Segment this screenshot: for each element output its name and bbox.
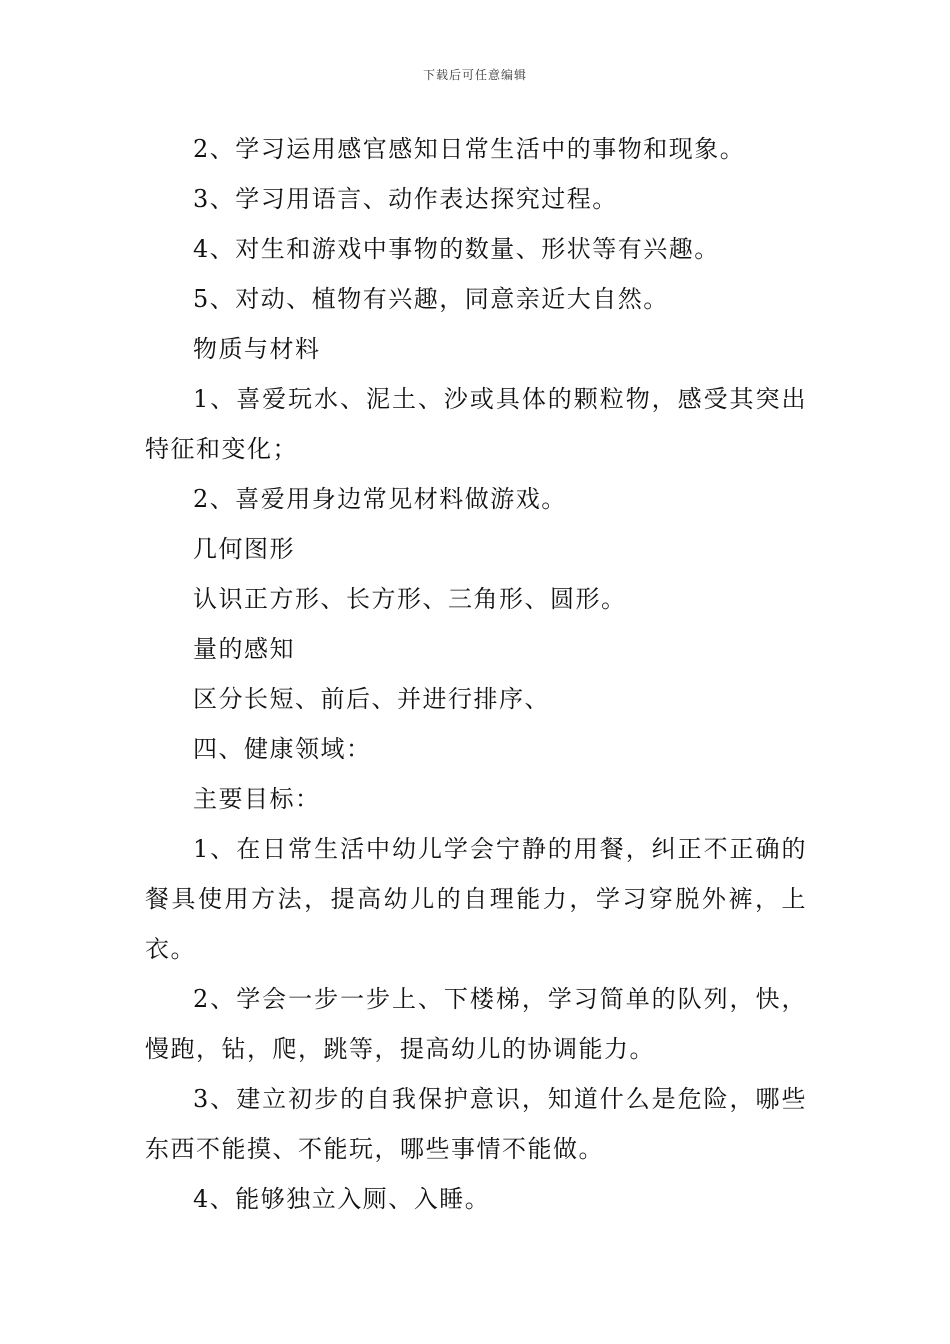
header-note: 下载后可任意编辑	[422, 68, 527, 82]
section-heading: 物质与材料	[193, 335, 321, 363]
paragraph: 认识正方形、长方形、三角形、圆形。	[193, 585, 627, 613]
paragraph: 区分长短、前后、并进行排序、	[193, 685, 550, 713]
paragraph: 2、学习运用感官感知日常生活中的事物和现象。	[193, 135, 746, 163]
paragraph: 2、喜爱用身边常见材料做游戏。	[193, 485, 567, 513]
paragraph: 3、学习用语言、动作表达探究过程。	[193, 185, 618, 213]
paragraph: 3、建立初步的自我保护意识，知道什么是危险，哪些东西不能摸、不能玩，哪些事情不能做。	[145, 1085, 807, 1163]
paragraph: 1、在日常生活中幼儿学会宁静的用餐，纠正不正确的餐具使用方法，提高幼儿的自理能力，学习穿脱外裤，上衣。	[145, 835, 807, 963]
document-body	[145, 124, 807, 1224]
paragraph: 5、对动、植物有兴趣，同意亲近大自然。	[193, 285, 669, 313]
section-heading: 四、健康领域：	[193, 735, 372, 763]
paragraph: 1、喜爱玩水、泥土、沙或具体的颗粒物，感受其突出特征和变化；	[145, 385, 807, 463]
section-heading: 几何图形	[193, 535, 295, 563]
section-heading: 量的感知	[193, 635, 295, 663]
paragraph: 4、能够独立入厕、入睡。	[193, 1185, 491, 1213]
paragraph: 2、学会一步一步上、下楼梯，学习简单的队列，快，慢跑，钻，爬，跳等，提高幼儿的协调能力。	[145, 985, 807, 1063]
section-heading: 主要目标：	[193, 785, 321, 813]
paragraph: 4、对生和游戏中事物的数量、形状等有兴趣。	[193, 235, 720, 263]
